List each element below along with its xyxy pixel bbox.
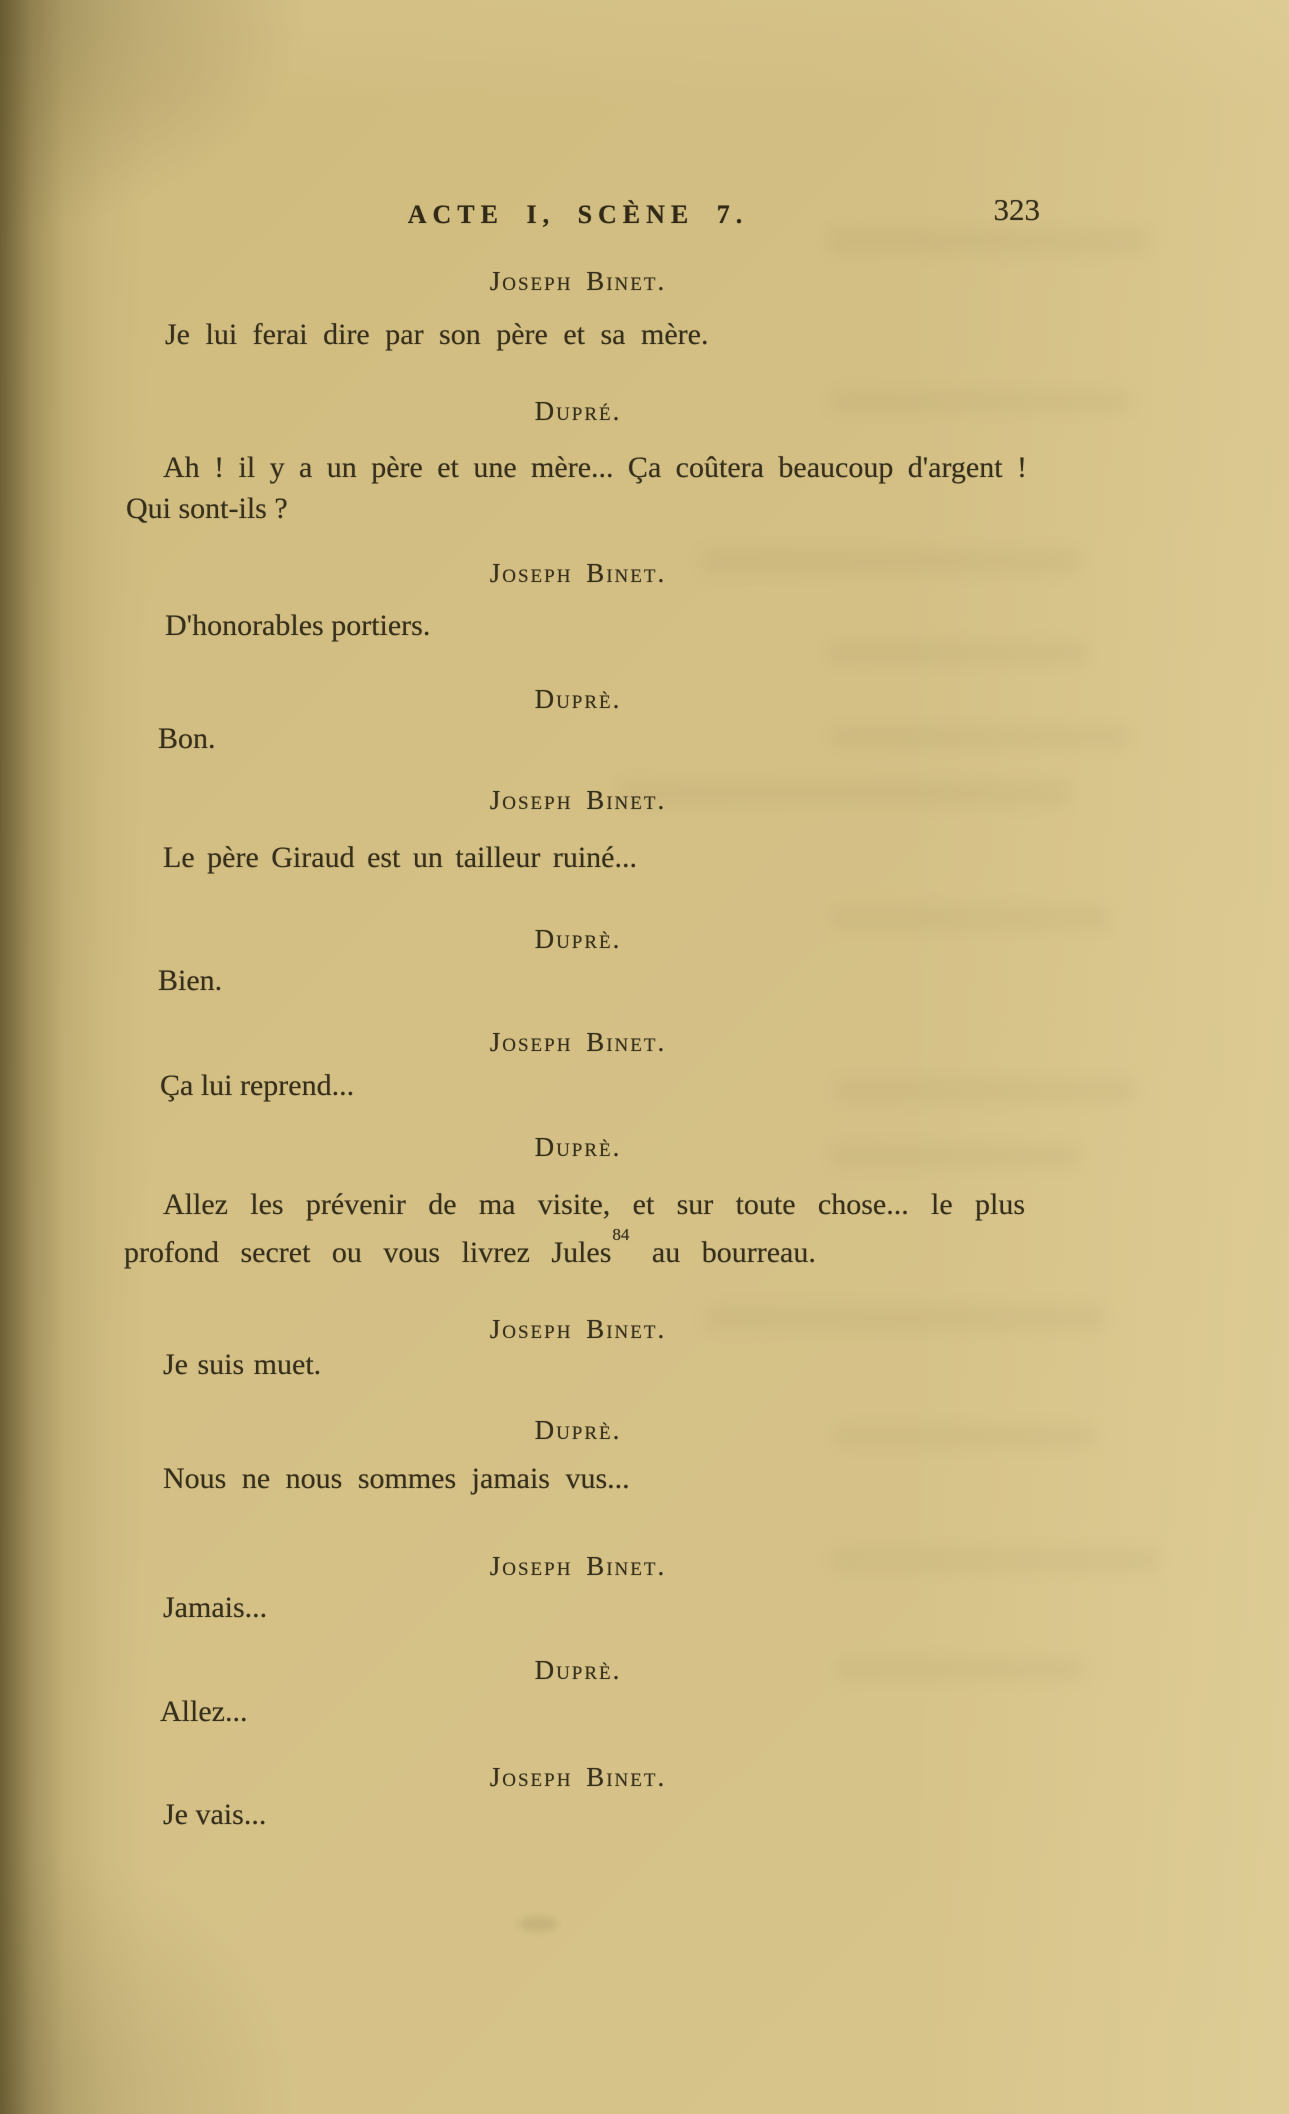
dialogue-line: Nous ne nous sommes jamais vus... [163,1462,630,1495]
dialogue-text: profond secret ou vous livrez Jules [124,1236,612,1269]
dialogue-line: Le père Giraud est un tailleur ruiné... [163,841,637,874]
bleed-through-mark [835,1078,1135,1102]
speaker-name: Joseph Binet. [489,1762,667,1792]
speaker-name: Duprè. [534,924,622,954]
dialogue-line: Je suis muet. [163,1348,322,1381]
bleed-through-mark [830,726,1130,748]
speaker-name: Duprè. [534,1132,622,1162]
dialogue-text: au bourreau. [630,1236,816,1269]
running-header-title: ACTE I, SCÈNE 7. [407,200,749,229]
dialogue-line: Ah ! il y a un père et une mère... Ça coûtera beaucoup d'argent ! [163,451,1027,484]
dialogue-line: Qui sont-ils ? [126,492,288,525]
speaker-name: Joseph Binet. [489,558,667,588]
speaker-name: Joseph Binet. [489,1027,667,1057]
footnote-reference: 84 [612,1225,630,1244]
speaker-name: Joseph Binet. [489,785,667,815]
speaker-name: Duprè. [534,684,622,714]
speaker-name: Joseph Binet. [489,1551,667,1581]
speaker-name: Dupré. [534,396,622,426]
dialogue-line: Allez les prévenir de ma visite, et sur toute chose... le plus [163,1188,1025,1221]
dialogue-line: D'honorables portiers. [165,609,431,642]
dialogue-line: Ça lui reprend... [160,1069,355,1102]
dialogue-line: Bon. [158,722,216,755]
paper-smudge [518,1916,558,1932]
dialogue-line: Je vais... [163,1798,267,1831]
speaker-name: Duprè. [534,1415,622,1445]
bleed-through-mark [828,228,1148,254]
speaker-name: Joseph Binet. [489,266,667,296]
dialogue-line [124,1225,816,1270]
dialogue-line: Allez... [160,1695,248,1728]
bleed-through-mark [828,642,1088,664]
dialogue-line: Je lui ferai dire par son père et sa mère. [165,318,709,351]
speaker-name: Duprè. [534,1655,622,1685]
dialogue-line: Bien. [158,964,223,997]
dialogue-line: Jamais... [163,1591,268,1624]
page-number: 323 [993,192,1040,227]
speaker-name: Joseph Binet. [489,1314,667,1344]
